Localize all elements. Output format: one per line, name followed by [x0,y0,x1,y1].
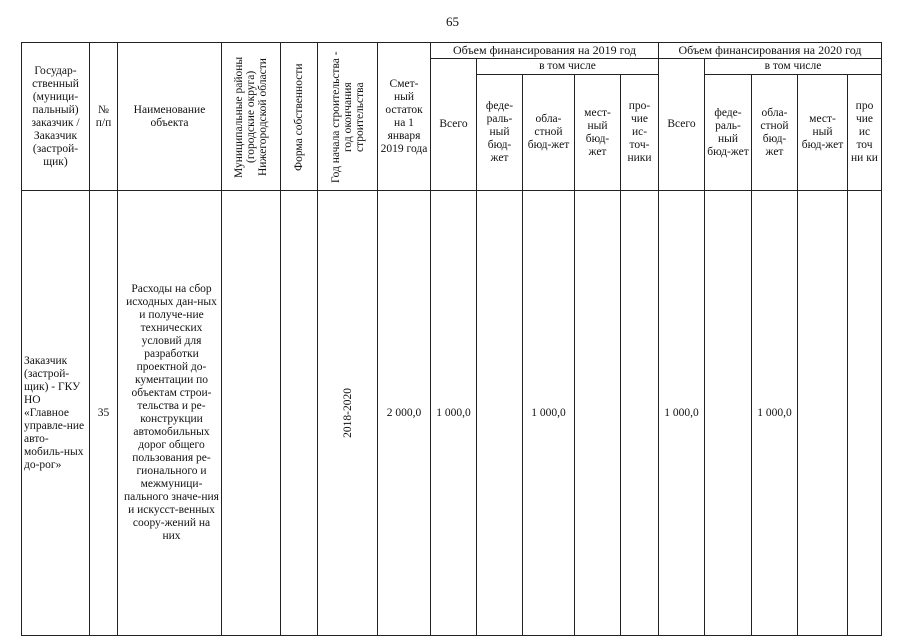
header-2020-other: про чие ис точ ни ки [848,75,882,191]
header-object-name: Наименование объекта [118,43,222,191]
row-2020-other [848,191,882,636]
header-2020-regional: обла-стной бюд-жет [752,75,798,191]
header-ownership [281,43,318,191]
row-2020-federal [705,191,752,636]
row-estimate: 2 000,0 [378,191,431,636]
table-row [22,191,882,636]
header-2020-local: мест-ный бюд-жет [798,75,848,191]
row-years [318,191,378,636]
row-2019-federal [477,191,523,636]
page-number: 65 [446,14,459,29]
header-2019-regional: обла-стной бюд-жет [523,75,575,191]
header-years [318,43,378,191]
header-districts [222,43,281,191]
row-2020-total: 1 000,0 [659,191,705,636]
row-2019-total: 1 000,0 [431,191,477,636]
header-ownership-text: Форма собственности [293,62,305,171]
row-ownership [281,191,318,636]
header-customer: Государ-ственный (муници-пальный) заказчик / Заказчик (застрой-щик) [22,43,90,191]
header-2019-local: мест-ный бюд-жет [575,75,621,191]
header-2020-total: Всего [659,59,705,191]
row-2019-regional: 1 000,0 [523,191,575,636]
row-num: 35 [90,191,118,636]
row-2019-other [621,191,659,636]
row-object-name: Расходы на сбор исходных дан-ных и получе-ние технических условий для разработки проектной до-кументации по объектам строи-тельства и ре-конструкции автомобильных дорог общего пользования ре-гионального и межмуници-пального значе-ния и искусст-венных соору-жений на них [118,191,222,636]
header-2020-federal: феде-раль-ный бюд-жет [705,75,752,191]
row-districts [222,191,281,636]
header-2020-including: в том числе [705,59,882,75]
header-districts-text: Муниципальные районы (городские округа) Нижегородской области [233,55,269,178]
header-group-2019: Объем финансирования на 2019 год [431,43,659,59]
header-2019-other: про-чие ис-точ-ники [621,75,659,191]
row-2019-local [575,191,621,636]
header-2019-federal: феде-раль-ный бюд-жет [477,75,523,191]
row-2020-regional: 1 000,0 [752,191,798,636]
financing-table [21,42,882,636]
header-estimate: Смет-ный остаток на 1 января 2019 года [378,43,431,191]
header-years-text: Год начала строительства - год окончания строительства [329,50,366,183]
header-2019-including: в том числе [477,59,659,75]
header-2019-total: Всего [431,59,477,191]
header-group-2020: Объем финансирования на 2020 год [659,43,882,59]
row-years-text: 2018-2020 [341,388,354,438]
row-2020-local [798,191,848,636]
row-customer: Заказчик (застрой-щик) - ГКУ НО «Главное управле-ние авто-мобиль-ных до-рог» [22,191,90,636]
header-num: № п/п [90,43,118,191]
